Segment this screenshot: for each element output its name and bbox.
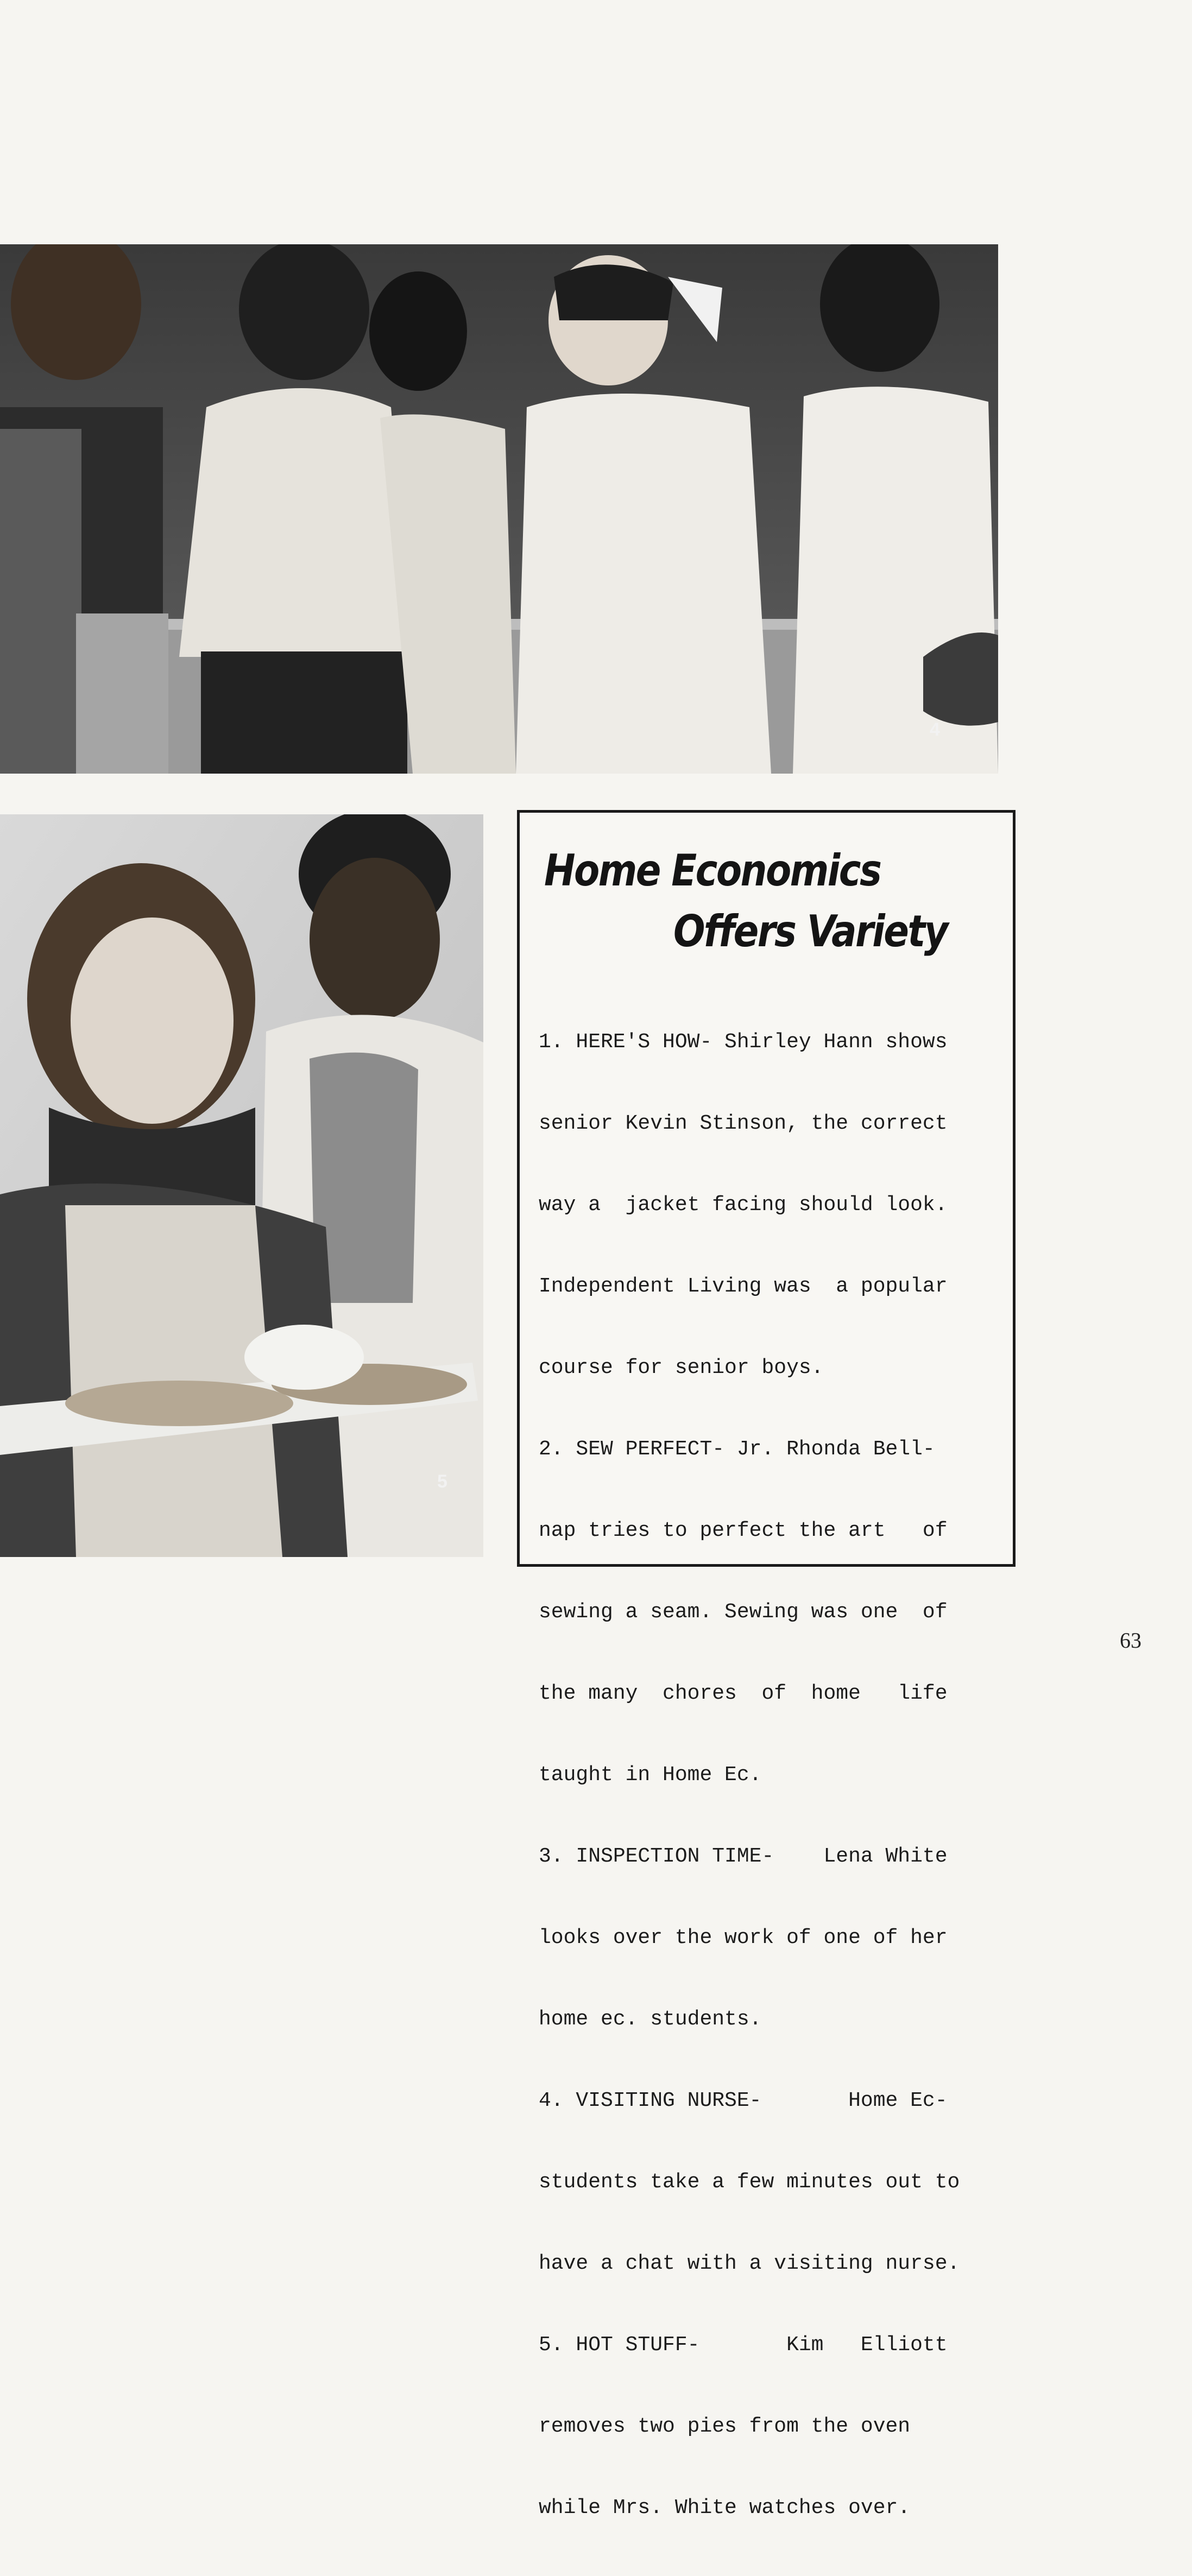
photo-visiting-nurse xyxy=(0,244,998,774)
caption-box xyxy=(517,810,1016,2520)
caption-line: home ec. students. xyxy=(539,2008,762,2031)
caption-line: 5. HOT STUFF- Kim Elliott xyxy=(539,2333,948,2357)
photo-visiting-nurse-image xyxy=(0,244,998,774)
caption-line: have a chat with a visiting nurse. xyxy=(539,2252,960,2275)
caption-line: the many chores of home life xyxy=(539,1682,948,1705)
caption-line: way a jacket facing should look. xyxy=(539,1193,948,1217)
page-number: 63 xyxy=(1120,1628,1141,1653)
caption-line: course for senior boys. xyxy=(539,1356,824,1379)
caption-line: 1. HERE'S HOW- Shirley Hann shows xyxy=(539,1030,948,1054)
caption-line: 2. SEW PERFECT- Jr. Rhonda Bell- xyxy=(539,1438,935,1461)
caption-line: senior Kevin Stinson, the correct xyxy=(539,1112,948,1135)
caption-line: 3. INSPECTION TIME- Lena White xyxy=(539,1845,948,1868)
caption-line: sewing a seam. Sewing was one of xyxy=(539,1600,948,1624)
photo-hot-stuff xyxy=(0,814,483,1557)
caption-line: Independent Living was a popular xyxy=(539,1275,948,1298)
caption-text xyxy=(539,974,1006,2576)
headline-line-1: Home Economics xyxy=(544,845,881,896)
caption-line: students take a few minutes out to xyxy=(539,2170,960,2194)
headline-line-2: Offers Variety xyxy=(673,906,947,957)
photo-hot-stuff-image xyxy=(0,814,483,1557)
caption-line: removes two pies from the oven xyxy=(539,2415,911,2438)
caption-line: while Mrs. White watches over. xyxy=(539,2496,911,2520)
caption-line: 4. VISITING NURSE- Home Ec- xyxy=(539,2089,948,2112)
caption-line: taught in Home Ec. xyxy=(539,1763,762,1787)
photo-number-4: 4 xyxy=(930,719,940,740)
photo-number-5: 5 xyxy=(437,1471,447,1492)
caption-line: looks over the work of one of her xyxy=(539,1926,948,1950)
caption-line: nap tries to perfect the art of xyxy=(539,1519,948,1542)
